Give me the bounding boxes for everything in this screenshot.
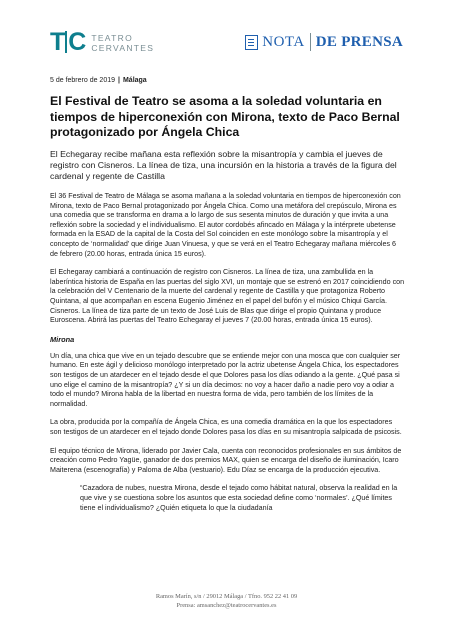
dateline <box>50 77 147 84</box>
logo-text <box>91 33 154 53</box>
press-prensa-label: DE PRENSA <box>315 33 403 50</box>
date: 5 de febrero de 2019 <box>50 77 115 84</box>
paragraph-5: El equipo técnico de Mirona, liderado por Javier Cala, cuenta con reconocidos profesionales en sus ámbitos de creación como Pedro Yagüe, ganador de dos premios MAX, quien se encarga del diseño de iluminación, Icaro Maiterena (escenografía) y Paloma de Alba (vestuario). Edu Díaz se encarga de la producción ejecutiva. <box>50 446 402 474</box>
quote-paragraph: “Cazadora de nubes, nuestra Mirona, desde el tejado como hábitat natural, observa la realidad en la que vive y se cuestiona sobre los asuntos que esta sociedad define como ‘normales’. ¿Qué límites tiene el individualismo? ¿Quién etiqueta lo que la ciudadanía <box>80 484 398 512</box>
press-nota-label: NOTA <box>262 33 305 50</box>
logo-mark: T C <box>50 28 86 56</box>
article-title: El Festival de Teatro se asoma a la soledad voluntaria en tiempos de hiperconexión con Mirona, texto de Paco Bernal protagonizado por Ángela Chica <box>50 94 400 139</box>
section-heading: Mirona <box>50 334 75 344</box>
nota-de-prensa-badge <box>245 33 403 51</box>
page-header <box>0 0 453 80</box>
teatro-cervantes-logo <box>50 30 154 55</box>
paragraph-2: El Echegaray cambiará a continuación de registro con Cisneros. La línea de tiza, una zambullida en la laberíntica historia de España en las puertas del siglo XVI, un montaje que se estrenó en 2017 coincidiendo con la celebración del V Centenario de la muerte del cardenal y regente de Castilla y que protagoniza Roberto Quintana, al que acompañan en escena Eugenio Jiménez en el papel del bufón y el músico Chiqui García. Cisneros. La línea de tiza parte de un texto de José Luis de Blas que dirige el propio Quintana y produce Euroscena. Abrirá las puertas del Teatro Echegaray el jueves 7 (20.00 horas, entrada única 15 euros). <box>50 268 405 325</box>
article-subtitle: El Echegaray recibe mañana esta reflexión sobre la misantropía y cambia el jueves de registro con Cisneros. La línea de tiza, una incursión en la historia a través de la figura del cardenal y regente de Castilla <box>50 148 397 181</box>
logo-line-1: TEATRO <box>91 32 133 43</box>
document-icon <box>245 35 258 50</box>
paragraph-4: La obra, producida por la compañía de Ángela Chica, es una comedia dramática en la que los espectadores son testigos de un atardecer en el tejado donde Dolores pasa los días en su misantropía salpicada de psicosis. <box>50 418 402 436</box>
paragraph-1: El 36 Festival de Teatro de Málaga se asoma mañana a la soledad voluntaria en tiempos de hiperconexión con Mirona, texto de Paco Bernal protagonizado por Ángela Chica. Como una metáfora del crepúsculo, Mirona es una comedia que se transforma en drama a lo largo de sus sesenta minutos de duración y que invita a una reflexión sobre la sociedad y el individualismo. El autor cordobés afincado en Málaga y la intérprete ubetense formada en la ESAD de la capital de la Costa del Sol coinciden en este monólogo sobre la misantropía y el concepto de ‘normalidad’ que dirige Juan Vinuesa, y que se verá en el Teatro Echegaray mañana miércoles 6 de febrero (20.00 horas, entrada única 15 euros). <box>50 192 401 258</box>
logo-line-2: CERVANTES <box>91 42 155 53</box>
page-footer <box>0 592 453 610</box>
footer-address: Ramos Marín, s/n / 29012 Málaga / Tfno. 952 22 41 09 <box>155 593 298 600</box>
paragraph-3: Un día, una chica que vive en un tejado descubre que se entiende mejor con una mosca que con cualquier ser humano. En este ágil y delicioso monólogo interpretado por la actriz ubetense Ángela Chica, los espectadores son testigos de un atardecer en el tejado desde el que Dolores pasa los días odiando a la gente. ¿Qué pasa si uno elige el camino de la misantropía? ¿Y si un día decimos: no voy a hacer daño a nadie pero voy a odiar a todo el mundo? Mirona habla de la libertad en nuestra forma de vida, pero también de los límites de la normalidad. <box>50 351 401 408</box>
article-body <box>50 94 405 522</box>
location: Málaga <box>122 77 147 84</box>
press-divider <box>310 33 311 51</box>
dateline-separator: | <box>118 77 120 84</box>
footer-contact: Prensa: amsanchez@teatrocervantes.es <box>176 602 277 609</box>
